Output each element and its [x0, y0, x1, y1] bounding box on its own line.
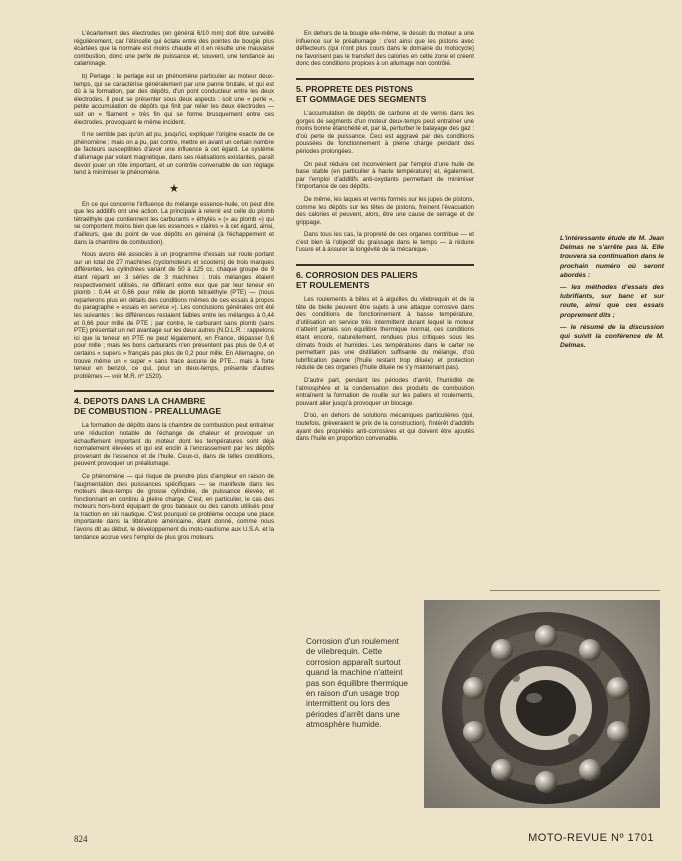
paragraph: Nous avons été associés à un programme d'essais sur route portant sur un total de 27 machines (cyclomoteurs et scooters) de trois marques différentes, les cylindrées variant de 50 à 125 cc, chaque groupe de 9 étant réparti en 3 séries de 3 machines : trois mélanges étaient respectivement utilisés, ne différant entre eux que par leur teneur en plomb : 0,44 et 0,66 pour mille de plomb tétraéthyle (PTE) — (nous reparlerons plus en détails des conditions mêmes de ces essais à propos du paragraphe « essais en service »). Les conclusions générales ont été les suivantes : les différences restaient faibles entre les mélanges à 0,44 et 0,66 pour mille de PTE ; par contre, le carburant sans plomb (sans PTE) présentait un net avantage sur les deux autres (N.D.L.R. : rappelons ici que la teneur en PTE ne peut légalement, en France, dépasser 0,6 pour mille ; mais les bons carburants n'en présentent pas plus de 0,4 et certains « supers » français pas plus de 0,2 pour mille. En Allemagne, on trouve même un « super » sans trace aucune de PTE... mais à forte teneur en benzol, ce qui, pour un deux-temps, présente d'autres problèmes — voir M.R. nº 1520). — [74, 251, 274, 380]
paragraph: Ce phénomène — qui risque de prendre plus d'ampleur en raison de l'augmentation des puissances spécifiques — se manifeste dans les moteurs deux-temps de grosse cylindrée, de puissance élevée, et fonctionnant en continu à pleine charge. C'est, en particulier, le cas des moteurs hors-bord équipant de gros bateaux ou des canots utilisés pour la traction en ski nautique. C'est pourquoi ce problème occupe une place importante dans la littérature américaine, étant donné, comme nous l'avons dit au début, le développement du moto-nautisme aux U.S.A. et la tendance accrue vers l'emploi de plus gros moteurs. — [74, 472, 274, 541]
editor-note-item: — les méthodes d'essais des lubrifiants, sur banc et sur route, ainsi que ces essais proprement dits ; — [560, 284, 664, 319]
editor-note-item: — le résumé de la discussion qui suivit la conférence de M. Delmas. — [560, 323, 664, 350]
bearing-photo — [424, 600, 660, 808]
paragraph: Dans tous les cas, la propreté de ces organes contribue — et c'est bien là l'objectif du graissage dans le temps — à réduire l'usure et à assurer la longévité de la mécanique. — [296, 231, 474, 254]
section-title-4: 4. DEPOTS DANS LA CHAMBRE DE COMBUSTION - PREALLUMAGE — [74, 390, 274, 416]
paragraph: Il ne semble pas qu'on ait pu, jusqu'ici, expliquer l'origine exacte de ce phénomène ; mais on a pu, par contre, mettre en avant un certain nombre de facteurs susceptibles d'avoir une influence à cet égard. Le système d'allumage par volant magnétique, dans ses réalisations existantes, paraît devoir jouer un rôle important, et un contrôle convenable de son réglage tend à minimiser le phénomène. — [74, 131, 274, 177]
paragraph: En dehors de la bougie elle-même, le dessin du moteur a une influence sur le préallumage : c'est ainsi que les pistons avec déflecteurs (qui n'ont plus cours dans le domaine du motocycle) ne favorisent pas le transfert des calories en cette zone et créent donc des conditions propices à un allumage non contrôlé. — [296, 30, 474, 68]
magazine-name: MOTO-REVUE Nº 1701 — [528, 832, 654, 844]
editor-note-text: L'intéressante étude de M. Jean Delmas ne s'arrête pas là. Elle trouvera sa continuation dans le prochain numéro où seront abordés : — [560, 235, 664, 279]
section-title-6: 6. CORROSION DES PALIERS ET ROULEMENTS — [296, 264, 474, 290]
column-middle — [296, 30, 474, 448]
divider — [490, 590, 660, 591]
paragraph: D'où, en dehors de solutions mécaniques particulières (qui, toutefois, grèveraient le prix de la construction), l'intérêt d'additifs ayant des propriétés anti-corrosives et qui doivent être ajoutés dans l'huile en proportion convenable. — [296, 412, 474, 443]
paragraph: L'accumulation de dépôts de carbone et de vernis dans les gorges de segments d'un moteur deux-temps peut entraîner une moins bonne étanchéité et, par là, perturber le balayage des gaz : d'où perte de puissance. Ceci est aggravé par des conditions poussées de fonctionnement à pleine charge pendant des périodes prolongées. — [296, 109, 474, 155]
paragraph: L'écartement des électrodes (en général 6/10 mm) doit être surveillé régulièrement, car l'étincelle qui éclate entre des pointes de bougie plus écartées que la normale est moins chaude et il en résulte une mauvaise combustion, donc une perte de puissance et, souvent, une tendance au calaminage. — [74, 30, 274, 68]
page-number: 824 — [74, 834, 88, 844]
editor-note — [560, 234, 664, 353]
paragraph: De même, les laques et vernis formés sur les jupes de pistons, comme les dépôts sur les têtes de pistons, freinent l'évacuation des calories et peuvent, alors, être une cause de serrage et de grippage. — [296, 195, 474, 226]
paragraph: Les roulements à billes et à aiguilles du vilebrequin et de la tête de bielle peuvent être sujets à une attaque corrosive dans des conditions de fonctionnement à basse température, d'utilisation en service très intermittent durant lequel le moteur n'atteint jamais son équilibre thermique normal, ces conditions étant encore, naturellement, rendues plus critiques sous les climats froids et humides. Les températures dans le carter ne permettant pas une distillation suffisante du mélange, d'où lubrification pauvre (l'huile restant trop diluée) et protection réduite de ces organes (l'huile diluée ne s'y maintenant pas). — [296, 296, 474, 372]
star-separator: ★ — [169, 182, 179, 195]
section-title-5: 5. PROPRETE DES PISTONS ET GOMMAGE DES SEGMENTS — [296, 78, 474, 104]
paragraph: La formation de dépôts dans la chambre de combustion peut entraîner une réduction notable de l'échange de chaleur et provoquer un échauffement important du moteur dont les températures sont déjà normalement élevées et qui est enclin à l'encrassement par les dépôts provenant de l'essence et de l'huile. Ceux-ci, dans de telles conditions, peuvent provoquer un préallumage. — [74, 422, 274, 468]
paragraph: D'autre part, pendant les périodes d'arrêt, l'humidité de l'atmosphère et la condensation des produits de combustion entraînent la formation de rouille sur les paliers et roulements, pouvant aller jusqu'à provoquer un blocage. — [296, 377, 474, 407]
photo-caption: Corrosion d'un roulement de vilebrequin. Cette corrosion apparaît surtout quand la machine n'atteint pas son équilibre thermique en raison d'un usage trop intermittent ou lors des périodes d'arrêt dans une atmosphère humide. — [306, 636, 408, 730]
column-left — [74, 30, 274, 546]
paragraph: En ce qui concerne l'influence du mélange essence-huile, on peut dire que les additifs ont une action. La principale à retenir est celle du plomb tétraéthyle que contiennent les carburants « éthylés » (« au plomb ») qui se comportent moins bien que les essences « claires » à cet égard, ainsi, d'ailleurs, que du point de vue dépôts en général (à l'échappement et dans la chambre de combustion). — [74, 200, 274, 246]
paragraph: On peut réduire cet inconvénient par l'emploi d'une huile de base stable (en particulier à haute température) et, également, par l'emploi d'additifs anti-oxydants permettant de minimiser l'importance de ces dépôts. — [296, 160, 474, 191]
paragraph: b) Perlage : le perlage est un phénomène particulier au moteur deux-temps, qui se caractérise généralement par une panne brutale, et qui est dû à la formation, par des dépôts, d'un pont conducteur entre les deux électrodes. Il peut se présenter sous deux aspects : soit une « perle », petite accumulation de dépôts qui finit par relier les deux électrodes — soit un « filament » très fin qui se forme brusquement entre ces électrodes, provoquant le même incident. — [74, 72, 274, 126]
